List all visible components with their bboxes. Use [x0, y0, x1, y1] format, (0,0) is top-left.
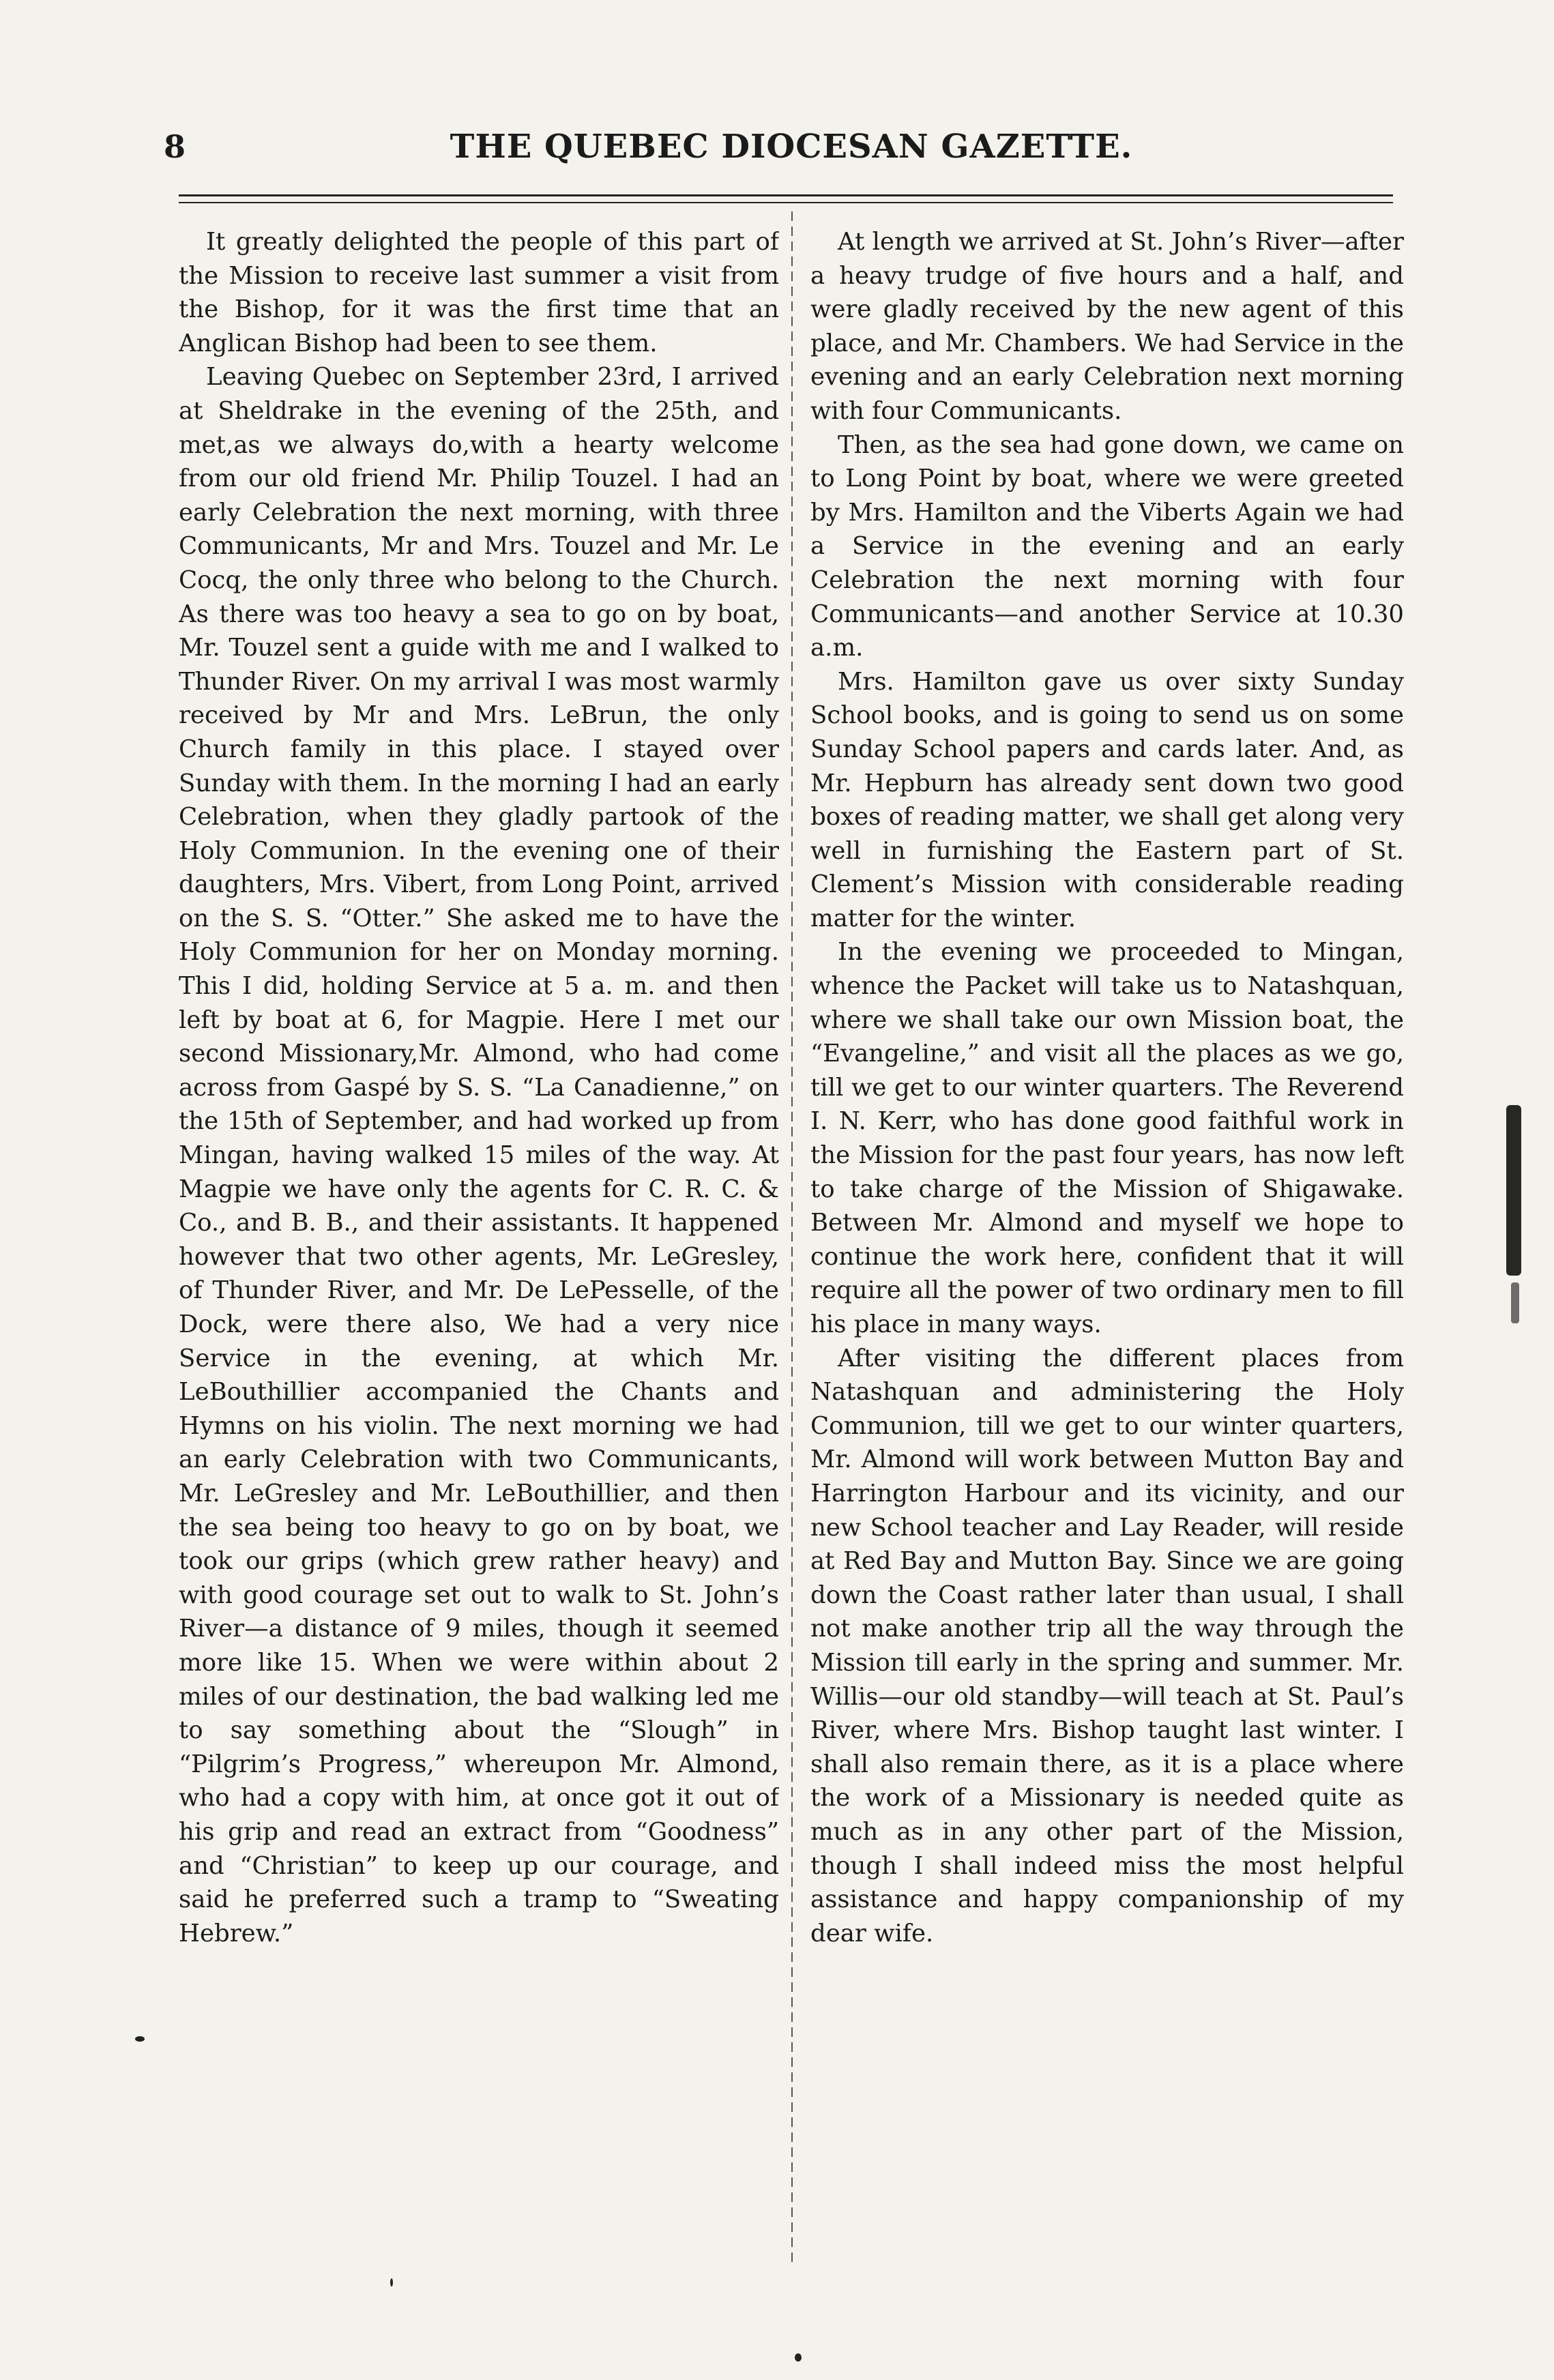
scan-speck — [135, 2036, 145, 2042]
paragraph: Leaving Quebec on September 23rd, I arrived at Sheldrake in the evening of the 25th, and met,as we always do,with a hearty welcome from our old friend Mr. Philip Touzel. I had an early Celebration the next morning, with three Communicants, Mr and Mrs. Touzel and Mr. Le Cocq, the only three who belong to the Church. As there was too heavy a sea to go on by boat, Mr. Touzel sent a guide with me and I walked to Thunder River. On my arrival I was most warmly received by Mr and Mrs. LeBrun, the only Church family in this place. I stayed over Sunday with them. In the morning I had an early Celebration, when they gladly partook of the Holy Communion. In the evening one of their daughters, Mrs. Vibert, from Long Point, arrived on the S. S. “Otter.” She asked me to have the Holy Communion for her on Monday morning. This I did, holding Service at 5 a. m. and then left by boat at 6, for Magpie. Here I met our second Missionary,Mr. Almond, who had come across from Gaspé by S. S. “La Canadienne,” on the 15th of September, and had worked up from Mingan, having walked 15 miles of the way. At Magpie we have only the agents for C. R. C. & Co., and B. B., and their assistants. It happened however that two other agents, Mr. LeGresley, of Thunder River, and Mr. De LePesselle, of the Dock, were there also, We had a very nice Service in the evening, at which Mr. LeBouthillier accompanied the Chants and Hymns on his violin. The next morning we had an early Celebration with two Communicants, Mr. LeGresley and Mr. LeBouthillier, and then the sea being too heavy to go on by boat, we took our grips (which grew rather heavy) and with good courage set out to walk to St. John’s River—a distance of 9 miles, though it seemed more like 15. When we were within about 2 miles of our destination, the bad walking led me to say something about the “Slough” in “Pilgrim’s Progress,” whereupon Mr. Almond, who had a copy with him, at once got it out of his grip and read an extract from “Goodness” and “Christian” to keep up our courage, and said he preferred such a tramp to “Sweating Hebrew.” — [179, 363, 779, 1948]
paragraph: Then, as the sea had gone down, we came on to Long Point by boat, where we were greeted by Mrs. Hamilton and the Viberts Again we had a Service in the evening and an early Celebration the next morning with four Communicants—and another Service at 10.30 a.m. — [810, 430, 1404, 662]
right-column — [810, 225, 1404, 2306]
paragraph: After visiting the different places from Natashquan and administering the Holy Communion, till we get to our winter quarters, Mr. Almond will work between Mutton Bay and Harrington Harbour and its vicinity, and our new School teacher and Lay Reader, will reside at Red Bay and Mutton Bay. Since we are going down the Coast rather later than usual, I shall not make another trip all the way through the Mission till early in the spring and summer. Mr. Willis—our old standby—will teach at St. Paul’s River, where Mrs. Bishop taught last winter. I shall also remain there, as it is a place where the work of a Missionary is needed quite as much as in any other part of the Mission, though I shall indeed miss the most helpful assistance and happy companionship of my dear wife. — [810, 1344, 1404, 1948]
scan-edge-mark — [1511, 1282, 1519, 1323]
scan-speck — [390, 2278, 393, 2287]
paragraph: Mrs. Hamilton gave us over sixty Sunday School books, and is going to send us on some Sunday School papers and cards later. And, as Mr. Hepburn has already sent down two good boxes of reading matter, we shall get along very well in furnishing the Eastern part of St. Clement’s Mission with considerable reading matter for the winter. — [810, 667, 1404, 932]
column-divider — [791, 211, 793, 2265]
header-rule-thin — [179, 202, 1393, 203]
scan-edge-mark — [1506, 1105, 1521, 1276]
page-number: 8 — [164, 128, 186, 165]
paragraph: It greatly delighted the people of this part of the Mission to receive last summer a visit from the Bishop, for it was the first time that an Anglican Bishop had been to see them. — [179, 228, 779, 357]
header-rule — [179, 194, 1393, 196]
scan-speck — [795, 2353, 802, 2362]
paragraph: At length we arrived at St. John’s River—after a heavy trudge of five hours and a half, and were gladly received by the new agent of this place, and Mr. Chambers. We had Service in the evening and an early Celebration next morning with four Communicants. — [810, 228, 1404, 425]
page-header — [164, 123, 1419, 171]
left-column — [179, 225, 779, 2306]
publication-title: THE QUEBEC DIOCESAN GAZETTE. — [450, 128, 1133, 166]
paragraph: In the evening we proceeded to Mingan, whence the Packet will take us to Natashquan, where we shall take our own Mission boat, the “Evangeline,” and visit all the places as we go, till we get to our winter quarters. The Reverend I. N. Kerr, who has done good faithful work in the Mission for the past four years, has now left to take charge of the Mission of Shigawake. Between Mr. Almond and myself we hope to continue the work here, confident that it will require all the power of two ordinary men to fill his place in many ways. — [810, 938, 1404, 1338]
